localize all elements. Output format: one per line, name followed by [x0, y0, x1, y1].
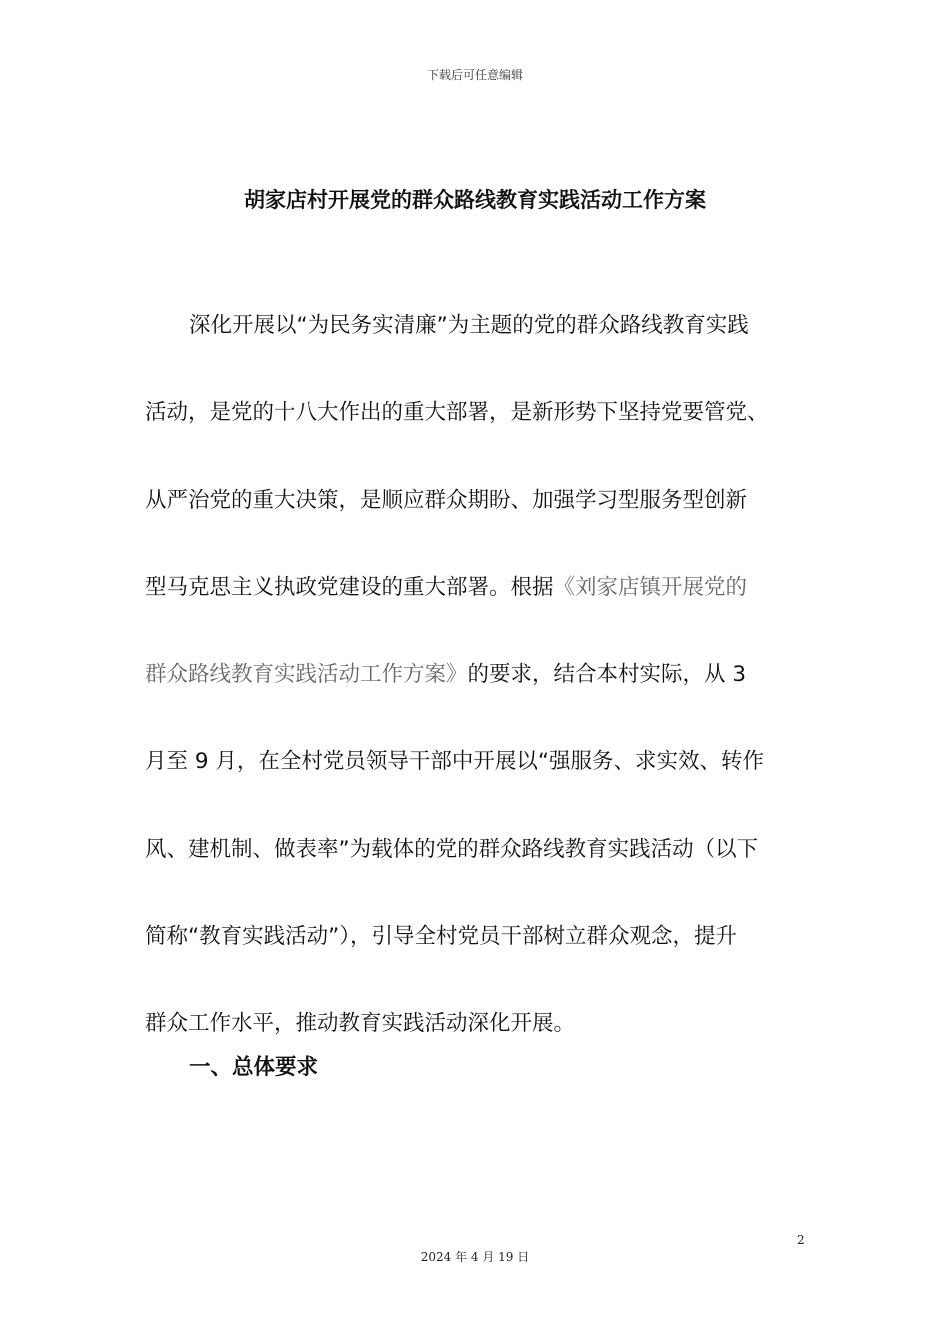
paragraph-line — [145, 631, 810, 718]
paragraph-line: 简称“教育实践活动”），引导全村党员干部树立群众观念，提升 — [145, 924, 738, 950]
header-note: 下载后可任意编辑 — [426, 68, 523, 82]
footer-date: 2024 年 4 月 19 日 — [420, 1250, 530, 1264]
paragraph-line: 深化开展以“为民务实清廉”为主题的党的群众路线教育实践 — [189, 313, 749, 338]
paragraph-text: 型马克思主义执政党建设的重大部署。根据 — [145, 574, 554, 600]
paragraph-line: 从严治党的重大决策，是顺应群众期盼、加强学习型服务型创新 — [145, 487, 748, 513]
section-heading: 一、总体要求 — [189, 1055, 319, 1080]
document-title: 胡家店村开展党的群众路线教育实践活动工作方案 — [244, 188, 706, 212]
paragraph-line: 活动，是党的十八大作出的重大部署，是新形势下坚持党要管党、 — [145, 400, 769, 426]
paragraph-line — [145, 544, 810, 631]
page-number: 2 — [797, 1233, 805, 1247]
paragraph-line: 月至 9 月，在全村党员领导干部中开展以“强服务、求实效、转作 — [145, 749, 764, 775]
document-reference: 《刘家店镇开展党的 — [553, 574, 748, 600]
paragraph-line: 风、建机制、做表率”为载体的党的群众路线教育实践活动（以下 — [145, 836, 759, 862]
document-reference: 群众路线教育实践活动工作方案》 — [145, 662, 468, 688]
paragraph-line: 群众工作水平，推动教育实践活动深化开展。 — [145, 1011, 576, 1037]
body-paragraph — [145, 282, 810, 1068]
paragraph-text: 的要求，结合本村实际，从 3 — [467, 662, 747, 688]
